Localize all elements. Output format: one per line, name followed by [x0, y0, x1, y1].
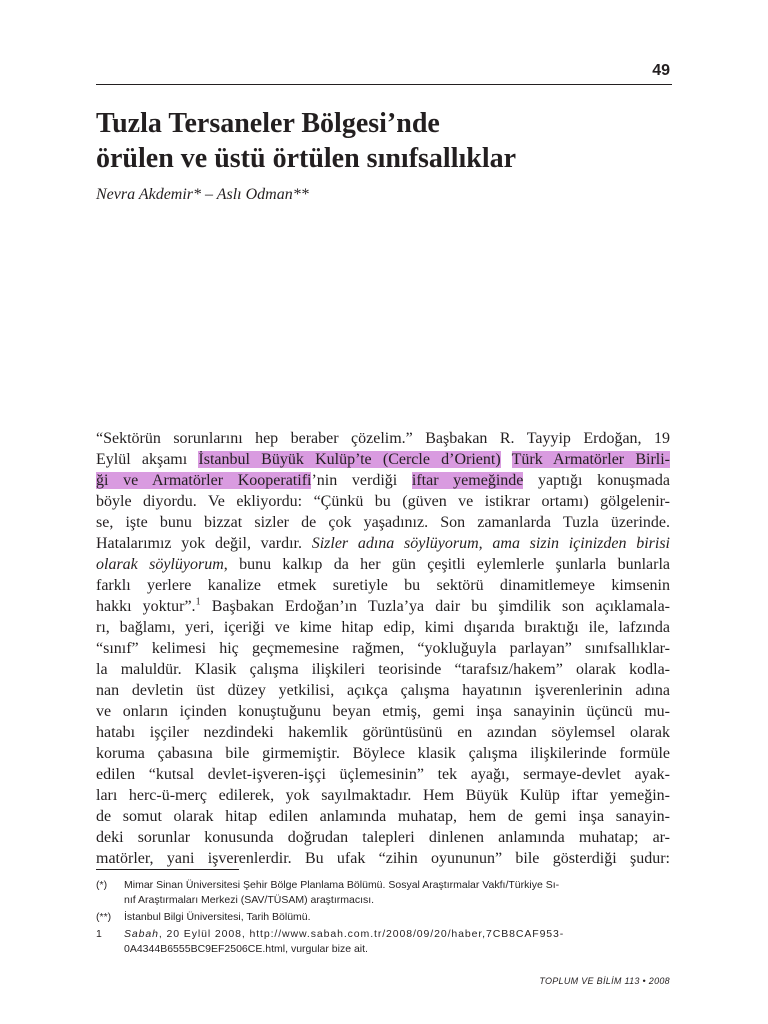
body-text-run: Başbakan Erdoğan’ın Tuzla’ya dair bu şimdilik son açıklamala-	[200, 598, 670, 615]
body-text-run: edilen “kutsal devlet-işveren-işçi üçlemesinin” tek ayağı, sermaye-devlet ayak-	[96, 766, 670, 783]
article-authors: Nevra Akdemir* – Aslı Odman**	[96, 186, 309, 203]
footnote-line: nıf Araştırmaları Merkezi (SAV/TÜSAM) araştırmacısı.	[124, 894, 375, 906]
footnotes	[96, 878, 670, 959]
body-line	[96, 617, 670, 638]
body-text-run: böyle diyordu. Ve ekliyordu: “Çünkü bu (güven ve istikrar ortamı) gölgelenir-	[96, 493, 670, 510]
footnote-source-name: Sabah	[124, 928, 159, 940]
body-line	[96, 701, 670, 722]
footnote-line: 0A4344B6555BC9EF2506CE.html, vurgular bize ait.	[124, 943, 368, 955]
highlight-turk-armatorler-birligi: Türk Armatörler Birli-	[511, 451, 671, 468]
body-text-run: rı, bağlamı, yeri, içeriği ve kime hitap edip, kimi dışarıda bıraktığı ile, lafzında	[96, 619, 670, 636]
body-text-run: hakkı yoktur”.	[96, 598, 196, 615]
page-number: 49	[652, 62, 670, 79]
body-line	[96, 827, 670, 848]
title-line-1: Tuzla Tersaneler Bölgesi’nde	[96, 108, 440, 139]
body-line	[96, 470, 670, 491]
body-line	[96, 575, 670, 596]
footnote-line: Mimar Sinan Üniversitesi Şehir Bölge Planlama Bölümü. Sosyal Araştırmalar Vakfı/Türkiye Sı-	[124, 879, 560, 891]
body-text-run: farklı yerlere kanalize etmek suretiyle bu sektörü dinamitlemeye kimsenin	[96, 577, 670, 594]
body-line	[96, 491, 670, 512]
body-line	[96, 806, 670, 827]
footnote-source-url[interactable]: , 20 Eylül 2008, http://www.sabah.com.tr/2008/09/20/haber,7CB8CAF953-	[158, 928, 565, 940]
body-text-run: “Sektörün sorunlarını hep beraber çözelim.” Başbakan R. Tayyip Erdoğan, 19	[96, 430, 670, 447]
body-text-run: ’nin verdiği	[311, 472, 412, 489]
footnote-reference-1[interactable]: 1	[195, 596, 201, 608]
body-line	[96, 680, 670, 701]
title-line-2: örülen ve üstü örtülen sınıfsallıklar	[96, 143, 517, 174]
body-line	[96, 764, 670, 785]
body-text-run	[501, 451, 512, 468]
footnote-mark: (*)	[96, 879, 108, 891]
body-text-run: Eylül akşamı	[96, 451, 199, 468]
body-text-run: la maluldür. Klasik çalışma ilişkileri teorisinde “tarafsız/hakem” olarak kodla-	[96, 661, 670, 678]
body-italic-run: Sizler adına söylüyorum, ama sizin içinizden birisi	[311, 535, 671, 552]
body-text-run: matörler, yani işverenlerdir. Bu ufak “zihin oyununun” bile gösterdiği şudur:	[96, 850, 670, 867]
body-text-run: ve onların içinden konuştuğunu beyan etmiş, gemi inşa sanayinin üçüncü mu-	[96, 703, 670, 720]
body-text-run: nan devletin üst düzey yetkilisi, açıkça çalışma hayatının işverenlerinin adına	[96, 682, 670, 699]
footnote-line	[124, 928, 564, 940]
footnote-affiliation-2	[96, 910, 670, 925]
body-text-run: koruma çabasına bile girmemiştir. Böylece klasik çalışma ilişkilerinde formüle	[96, 745, 670, 762]
body-text-run: “sınıf” kelimesi hiç geçmemesine rağmen, “yokluğuyla parlayan” sınıfsallıklar-	[96, 640, 670, 657]
body-line	[96, 638, 670, 659]
body-text-run: ları herc-ü-merç edilerek, yok sayılmaktadır. Hem Büyük Kulüp iftar yemeğin-	[96, 787, 670, 804]
body-line	[96, 596, 670, 617]
footnote-mark: 1	[96, 928, 102, 940]
article-body	[96, 428, 670, 869]
footnote-text	[124, 927, 670, 957]
body-line	[96, 743, 670, 764]
footnote-affiliation-1	[96, 878, 670, 908]
body-line	[96, 428, 670, 449]
footnote-rule	[96, 869, 239, 870]
footnote-text	[124, 878, 670, 908]
body-line	[96, 659, 670, 680]
body-text-run: hatabı işçiler nezdindeki hakemlik görüntüsünü en azından söylemsel olarak	[96, 724, 670, 741]
body-text-run: de somut olarak hitap edilen anlamında muhatap, hem de gemi inşa sanayin-	[96, 808, 670, 825]
body-text-run: , bunu kalkıp da her gün çeşitli eylemlerle şunlarla bunlarla	[223, 556, 670, 573]
body-text-run: deki sorunlar konusunda doğrudan talepleri dinlenen anlamında muhatap; ar-	[96, 829, 670, 846]
body-text-run: se, işte bunu bizzat sizler de çok yaşadınız. Son zamanlarda Tuzla üzerinde.	[96, 514, 670, 531]
body-line	[96, 554, 670, 575]
running-footer: TOPLUM VE BİLİM 113 • 2008	[539, 976, 670, 986]
body-line	[96, 785, 670, 806]
footnote-text: İstanbul Bilgi Üniversitesi, Tarih Bölümü.	[124, 911, 311, 923]
footnote-1	[96, 927, 670, 957]
body-line	[96, 449, 670, 470]
body-line	[96, 722, 670, 743]
body-text-run: yaptığı konuşmada	[523, 472, 670, 489]
highlight-armatorler-kooperatifi: ği ve Armatörler Kooperatifi	[96, 472, 312, 489]
body-italic-run: olarak söylüyorum	[96, 556, 224, 573]
body-line	[96, 848, 670, 869]
body-line	[96, 512, 670, 533]
body-text-run: Hatalarımız yok değil, vardır.	[96, 535, 312, 552]
highlight-iftar-yemegi: iftar yemeğinde	[411, 472, 524, 489]
highlight-istanbul-buyuk-kulup: İstanbul Büyük Kulüp’te (Cercle d’Orient)	[198, 451, 501, 468]
article-title	[96, 106, 696, 176]
footnote-mark: (**)	[96, 911, 112, 923]
header-rule	[96, 84, 672, 85]
body-line	[96, 533, 670, 554]
